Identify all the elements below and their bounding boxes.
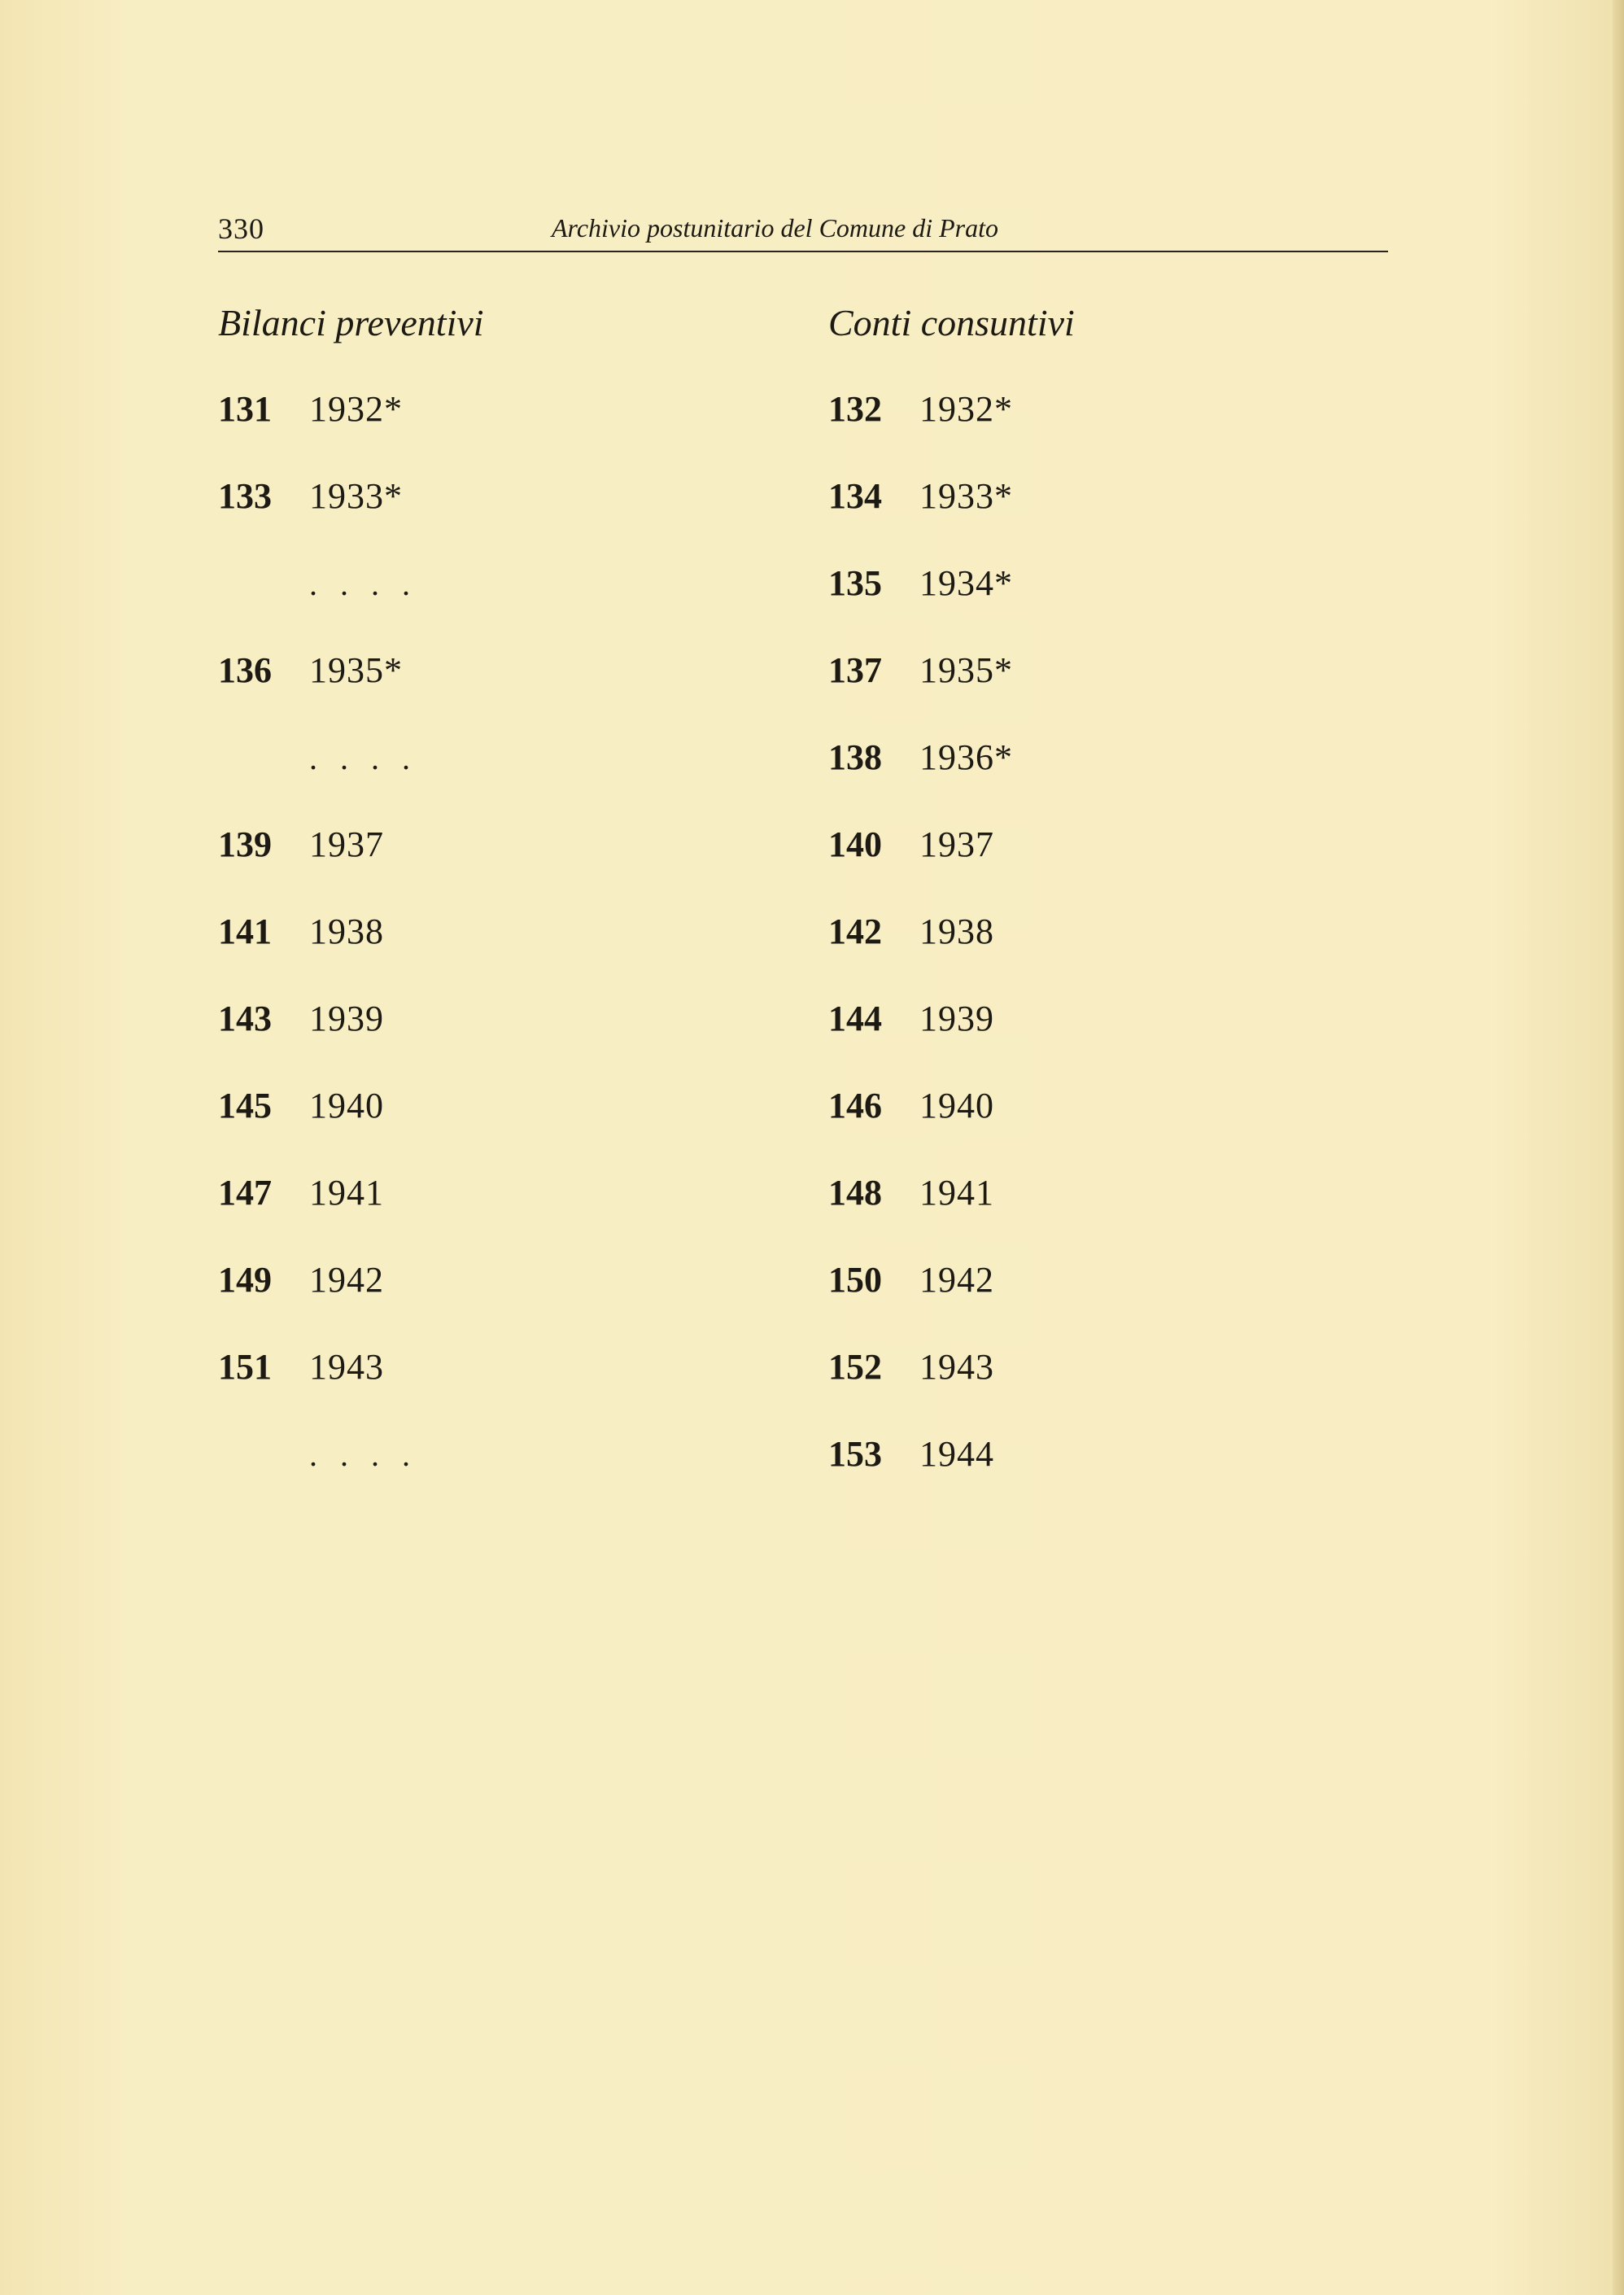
unit-year: 1938 [309, 911, 384, 951]
unit-year: 1939 [919, 999, 994, 1038]
list-item [218, 737, 417, 785]
list-item [828, 562, 1013, 611]
unit-year: 1941 [919, 1173, 994, 1213]
unit-number: 148 [828, 1173, 882, 1213]
list-item [828, 475, 1013, 524]
unit-year: 1943 [309, 1347, 384, 1387]
list-item [218, 388, 403, 437]
gap-ellipsis: . . . . [309, 566, 417, 602]
list-item [828, 649, 1013, 698]
list-item [218, 824, 384, 872]
column-title: Conti consuntivi [828, 302, 1075, 343]
page-number: 330 [218, 212, 264, 245]
unit-number: 142 [828, 911, 882, 951]
unit-year: 1940 [309, 1086, 384, 1126]
unit-number: 152 [828, 1347, 882, 1387]
unit-number: 139 [218, 824, 272, 864]
unit-year: 1939 [309, 999, 384, 1038]
list-item [218, 1259, 384, 1308]
list-item [218, 1346, 384, 1395]
list-item [828, 737, 1013, 785]
unit-number: 145 [218, 1086, 272, 1126]
page-header [218, 208, 1388, 252]
list-item [218, 562, 417, 611]
conti-consuntivi-column [828, 301, 1075, 1474]
unit-year: 1934* [919, 563, 1013, 603]
unit-year: 1937 [309, 824, 384, 864]
unit-year: 1938 [919, 911, 994, 951]
running-title: Archivio postunitario del Comune di Prato [552, 213, 998, 243]
unit-year: 1935* [309, 650, 403, 690]
bilanci-preventivi-column [218, 301, 484, 1473]
list-item [218, 1433, 417, 1482]
gap-ellipsis: . . . . [309, 1436, 417, 1473]
unit-number: 151 [218, 1347, 272, 1387]
list-item [218, 1085, 384, 1134]
unit-number: 150 [828, 1260, 882, 1300]
unit-number: 147 [218, 1173, 272, 1213]
unit-number: 137 [828, 650, 882, 690]
unit-year: 1932* [309, 389, 403, 429]
list-item [828, 1085, 994, 1134]
unit-number: 140 [828, 824, 882, 864]
list-item [218, 475, 403, 524]
unit-year: 1944 [919, 1434, 994, 1474]
unit-year: 1942 [919, 1260, 994, 1300]
unit-number: 131 [218, 389, 272, 429]
column-title: Bilanci preventivi [218, 302, 484, 343]
gap-ellipsis: . . . . [309, 740, 417, 776]
list-item [218, 998, 384, 1047]
list-item [828, 911, 994, 960]
list-item [828, 998, 994, 1047]
list-item [218, 911, 384, 960]
unit-number: 153 [828, 1434, 882, 1474]
unit-year: 1935* [919, 650, 1013, 690]
unit-number: 141 [218, 911, 272, 951]
unit-number: 149 [218, 1260, 272, 1300]
list-item [828, 1259, 994, 1308]
unit-year: 1933* [919, 476, 1013, 516]
unit-year: 1933* [309, 476, 403, 516]
unit-number: 146 [828, 1086, 882, 1126]
list-item [828, 1346, 994, 1395]
list-item [828, 824, 994, 872]
unit-year: 1941 [309, 1173, 384, 1213]
unit-year: 1940 [919, 1086, 994, 1126]
unit-number: 144 [828, 999, 882, 1038]
unit-number: 135 [828, 563, 882, 603]
unit-year: 1932* [919, 389, 1013, 429]
list-item [828, 1172, 994, 1221]
unit-year: 1943 [919, 1347, 994, 1387]
unit-number: 136 [218, 650, 272, 690]
page-edge [1613, 0, 1624, 2295]
unit-year: 1936* [919, 737, 1013, 777]
list-item [828, 388, 1013, 437]
list-item [218, 1172, 384, 1221]
unit-number: 133 [218, 476, 272, 516]
unit-number: 138 [828, 737, 882, 777]
unit-number: 143 [218, 999, 272, 1038]
unit-year: 1942 [309, 1260, 384, 1300]
unit-year: 1937 [919, 824, 994, 864]
unit-number: 132 [828, 389, 882, 429]
list-item [218, 649, 403, 698]
unit-number: 134 [828, 476, 882, 516]
list-item [828, 1433, 994, 1482]
